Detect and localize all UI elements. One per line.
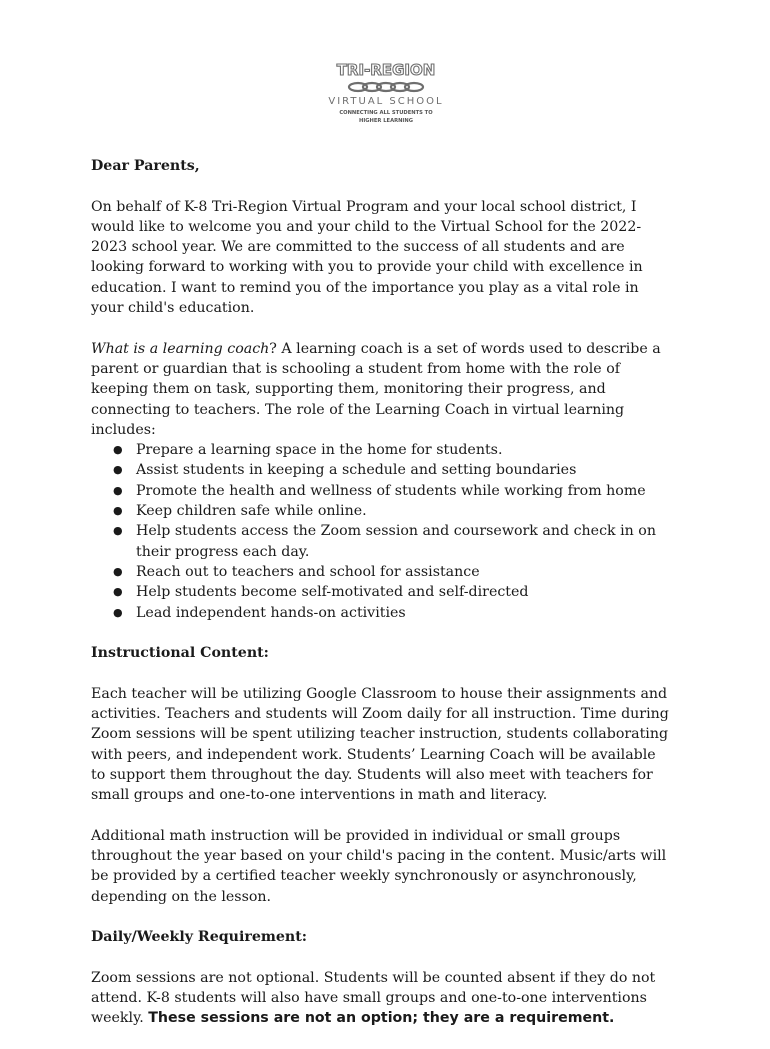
intro-paragraph: On behalf of K-8 Tri-Region Virtual Program and your local school district, I would like to welcome you and your child to the Virtual School for the 2022-2023 school year. We are committed to the success of all students and are looking forward to working with you to provide your child with excellence in education. I want to remind you of the importance you play as a vital role in your child's education. xyxy=(91,198,643,317)
list-item xyxy=(91,521,671,562)
chain-link-icon xyxy=(349,83,423,91)
list-item-text: Assist students in keeping a schedule and setting boundaries xyxy=(136,462,577,479)
list-item xyxy=(91,440,671,460)
bullet-icon: ● xyxy=(113,463,123,477)
bullet-icon: ● xyxy=(113,524,123,538)
school-logo xyxy=(320,60,452,126)
list-item xyxy=(91,481,671,501)
list-item xyxy=(91,460,671,480)
bullet-icon: ● xyxy=(113,564,123,578)
requirements-emphasis: These sessions are not an option; they are a requirement. xyxy=(148,1010,615,1027)
list-item xyxy=(91,562,671,582)
requirements-heading: Daily/Weekly Requirement: xyxy=(91,929,308,946)
bullet-icon: ● xyxy=(113,605,123,619)
list-item xyxy=(91,582,671,602)
logo-tagline-2: HIGHER LEARNING xyxy=(359,118,413,124)
list-item-text: Keep children safe while online. xyxy=(136,503,367,520)
list-item-text: Prepare a learning space in the home for students. xyxy=(136,442,503,459)
instructional-content-heading: Instructional Content: xyxy=(91,645,269,662)
bullet-icon: ● xyxy=(113,585,123,599)
learning-coach-paragraph xyxy=(91,339,671,440)
learning-coach-question: What is a learning coach xyxy=(91,340,270,357)
logo-graphic xyxy=(320,60,452,126)
logo-title: TRI-REGION xyxy=(336,61,436,79)
list-item-text: Help students access the Zoom session and coursework and check in on their progress each day. xyxy=(136,523,656,560)
list-item-text: Lead independent hands-on activities xyxy=(136,604,406,621)
bullet-icon: ● xyxy=(113,504,123,518)
logo-tagline-1: CONNECTING ALL STUDENTS TO xyxy=(339,110,433,116)
requirements-paragraph xyxy=(91,968,671,1029)
greeting: Dear Parents, xyxy=(91,158,200,174)
learning-coach-roles-list xyxy=(91,440,671,623)
requirements-text: Zoom sessions are not optional. Students will be counted absent if they do not attend. K-8 students will also have small groups and one-to-one interventions weekly. xyxy=(91,969,656,1027)
instructional-paragraph-2: Additional math instruction will be provided in individual or small groups throughout the year based on your child's pacing in the content. Music/arts will be provided by a certified teacher weekly synchronously or asynchronously, depending on the lesson. xyxy=(91,827,667,905)
instructional-paragraph-1: Each teacher will be utilizing Google Classroom to house their assignments and activities. Teachers and students will Zoom daily for all instruction. Time during Zoom sessions will be spent utilizing teacher instruction, students collaborating with peers, and independent work. Students’ Learning Coach will be available to support them throughout the day. Students will also meet with teachers for small groups and one-to-one interventions in math and literacy. xyxy=(91,685,669,804)
logo-subtitle: VIRTUAL SCHOOL xyxy=(328,96,444,107)
list-item xyxy=(91,501,671,521)
list-item-text: Promote the health and wellness of students while working from home xyxy=(136,482,646,499)
list-item xyxy=(91,603,671,623)
list-item-text: Reach out to teachers and school for assistance xyxy=(136,563,480,580)
bullet-icon: ● xyxy=(113,483,123,497)
letter-body xyxy=(91,156,671,1049)
learning-coach-description: ? A learning coach is a set of words used to describe a parent or guardian that is schooling a student from home with the role of keeping them on task, supporting them, monitoring their progress, and connecting to teachers. The role of the Learning Coach in virtual learning includes: xyxy=(91,340,661,438)
list-item-text: Help students become self-motivated and self-directed xyxy=(136,584,529,601)
bullet-icon: ● xyxy=(113,443,123,457)
